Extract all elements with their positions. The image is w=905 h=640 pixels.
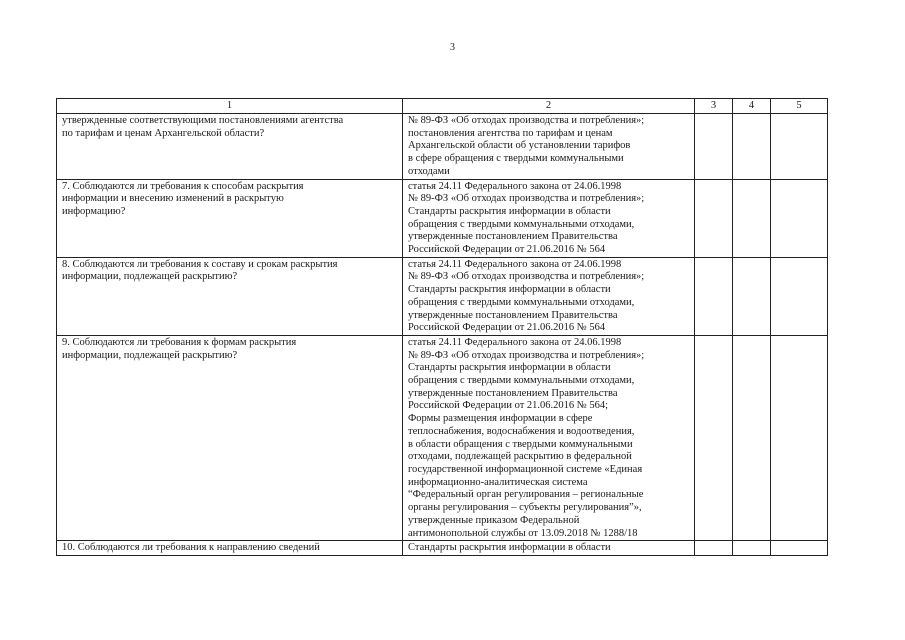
reference-line: Стандарты раскрытия информации в области	[408, 284, 611, 296]
reference-line: обращения с твердыми коммунальными отходами,	[408, 296, 635, 308]
reference-cell	[403, 114, 695, 180]
question-line: 9. Соблюдаются ли требования к формам раскрытия	[62, 336, 297, 348]
column-header-5: 5	[771, 99, 828, 114]
reference-cell	[403, 335, 695, 540]
answer-cell-yes	[695, 179, 733, 257]
column-header-1: 1	[57, 99, 403, 114]
table-header-row	[57, 99, 828, 114]
reference-line: Стандарты раскрытия информации в области	[408, 542, 611, 554]
reference-line: теплоснабжения, водоснабжения и водоотведения,	[408, 425, 635, 437]
table-row	[57, 541, 828, 556]
question-cell	[57, 114, 403, 180]
reference-line: в сфере обращения с твердыми коммунальными	[408, 153, 624, 165]
reference-line: статья 24.11 Федерального закона от 24.06.1998	[408, 180, 622, 192]
reference-line: № 89-ФЗ «Об отходах производства и потребления»;	[408, 349, 645, 361]
question-cell	[57, 335, 403, 540]
question-line: 7. Соблюдаются ли требования к способам раскрытия	[62, 180, 304, 192]
question-line: информации, подлежащей раскрытию?	[62, 349, 238, 361]
question-line: информацию?	[62, 205, 126, 217]
question-cell	[57, 541, 403, 556]
reference-line: № 89-ФЗ «Об отходах производства и потребления»;	[408, 193, 645, 205]
reference-line: Стандарты раскрытия информации в области	[408, 205, 611, 217]
answer-cell-no	[733, 541, 771, 556]
reference-line: в области обращения с твердыми коммунальными	[408, 438, 633, 450]
reference-line: антимонопольной службы от 13.09.2018 № 1288/18	[408, 527, 638, 539]
answer-cell-yes	[695, 541, 733, 556]
reference-cell	[403, 541, 695, 556]
table-row	[57, 114, 828, 180]
page-number: 3	[450, 42, 455, 53]
reference-line: утвержденные постановлением Правительства	[408, 309, 618, 321]
reference-line: Архангельской области об установлении тарифов	[408, 140, 631, 152]
reference-line: обращения с твердыми коммунальными отходами,	[408, 218, 635, 230]
reference-cell	[403, 257, 695, 335]
question-line: по тарифам и ценам Архангельской области?	[62, 127, 265, 139]
answer-cell-yes	[695, 335, 733, 540]
question-line: информации и внесению изменений в раскрытую	[62, 193, 284, 205]
question-line: информации, подлежащей раскрытию?	[62, 271, 238, 283]
reference-line: обращения с твердыми коммунальными отходами,	[408, 375, 635, 387]
question-cell	[57, 257, 403, 335]
reference-line: государственной информационной системе «Единая	[408, 463, 643, 475]
column-header-2: 2	[403, 99, 695, 114]
reference-line: Российской Федерации от 21.06.2016 № 564	[408, 322, 606, 334]
answer-cell-note	[771, 257, 828, 335]
reference-line: Российской Федерации от 21.06.2016 № 564;	[408, 400, 609, 412]
answer-cell-note	[771, 335, 828, 540]
question-line: утвержденные соответствующими постановлениями агентства	[62, 115, 344, 126]
reference-line: Стандарты раскрытия информации в области	[408, 362, 611, 374]
reference-line: утвержденные постановлением Правительства	[408, 231, 618, 243]
reference-line: отходами, подлежащей раскрытию в федеральной	[408, 451, 632, 463]
question-cell	[57, 179, 403, 257]
question-line: 8. Соблюдаются ли требования к составу и срокам раскрытия	[62, 258, 338, 270]
reference-line: утвержденные постановлением Правительства	[408, 387, 618, 399]
table-row	[57, 257, 828, 335]
table-row	[57, 179, 828, 257]
reference-cell	[403, 179, 695, 257]
question-line: 10. Соблюдаются ли требования к направлению сведений	[62, 542, 320, 554]
reference-line: постановления агентства по тарифам и ценам	[408, 127, 613, 139]
answer-cell-no	[733, 114, 771, 180]
answer-cell-no	[733, 335, 771, 540]
reference-line: статья 24.11 Федерального закона от 24.06.1998	[408, 336, 622, 348]
answer-cell-yes	[695, 114, 733, 180]
reference-line: органы регулирования – субъекты регулирования”»,	[408, 502, 642, 514]
answer-cell-no	[733, 257, 771, 335]
reference-line: утвержденные приказом Федеральной	[408, 514, 580, 526]
reference-line: информационно-аналитическая система	[408, 476, 588, 488]
answer-cell-note	[771, 179, 828, 257]
reference-line: № 89-ФЗ «Об отходах производства и потребления»;	[408, 115, 645, 126]
reference-line: Российской Федерации от 21.06.2016 № 564	[408, 244, 606, 256]
column-header-4: 4	[733, 99, 771, 114]
column-header-3: 3	[695, 99, 733, 114]
table-row	[57, 335, 828, 540]
inspection-checklist-table	[56, 98, 828, 556]
answer-cell-note	[771, 541, 828, 556]
answer-cell-yes	[695, 257, 733, 335]
reference-line: отходами	[408, 165, 450, 177]
reference-line: Формы размещения информации в сфере	[408, 413, 593, 425]
answer-cell-no	[733, 179, 771, 257]
reference-line: № 89-ФЗ «Об отходах производства и потребления»;	[408, 271, 645, 283]
answer-cell-note	[771, 114, 828, 180]
reference-line: “Федеральный орган регулирования – региональные	[408, 489, 644, 501]
reference-line: статья 24.11 Федерального закона от 24.06.1998	[408, 258, 622, 270]
